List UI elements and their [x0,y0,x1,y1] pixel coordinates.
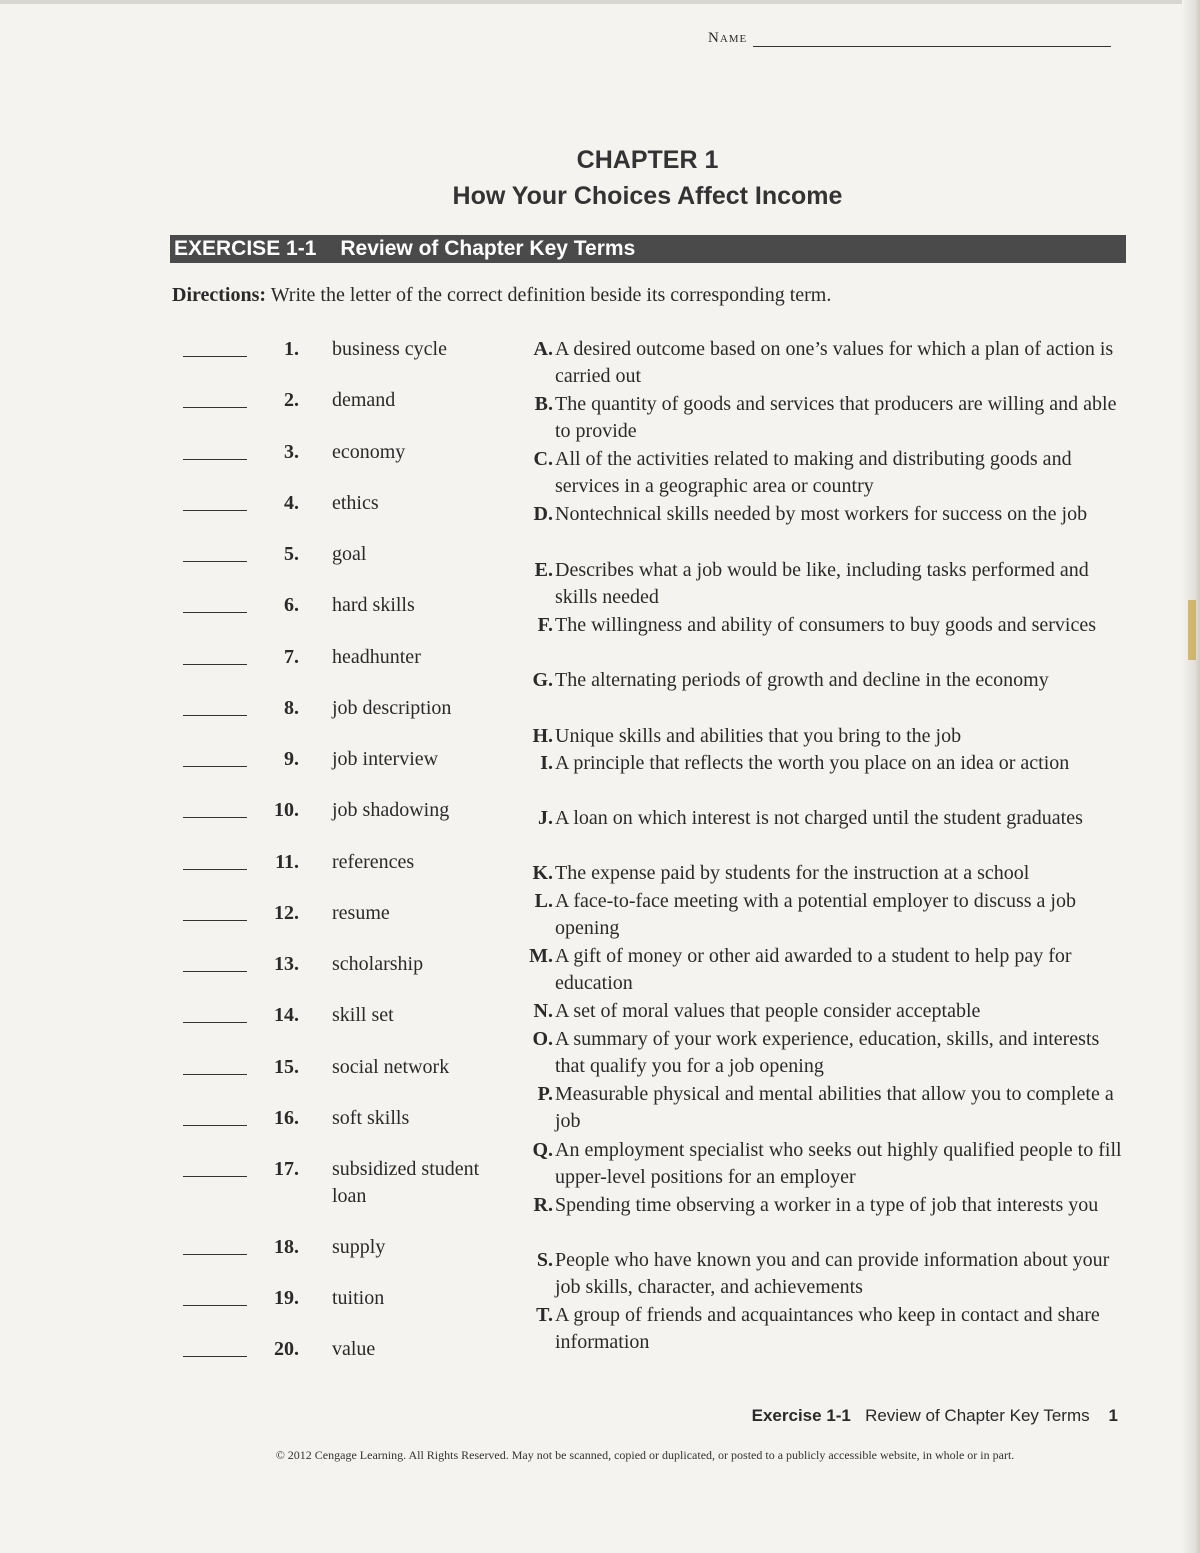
name-line[interactable] [753,26,1111,47]
term-word: demand [332,389,396,411]
definition-text: Measurable physical and mental abilities that allow you to complete a job [555,1083,1114,1132]
definition-letter: O. [532,1028,553,1050]
definition-row [513,612,1130,639]
definition-text: The willingness and ability of consumers to buy goods and services [555,614,1097,636]
term-row [183,951,512,978]
definition-row [513,336,1130,390]
footer-page-number: 1 [1108,1406,1118,1425]
answer-blank[interactable] [183,592,247,613]
definition-letter: D. [533,503,553,525]
answer-blank[interactable] [183,644,247,665]
definition-text: People who have known you and can provide information about your job skills, character, and achievements [555,1249,1110,1298]
definition-letter: K. [532,862,553,884]
definition-row [513,1081,1130,1135]
definition-text: A group of friends and acquaintances who keep in contact and share information [555,1304,1100,1353]
page-top-edge [0,0,1200,4]
definition-row [513,1192,1130,1219]
term-number: 20. [274,1338,299,1360]
footer-exercise-label: Exercise 1-1 [751,1406,851,1425]
chapter-subtitle: How Your Choices Affect Income [452,182,843,210]
definition-letter: P. [537,1083,553,1105]
term-word: resume [332,902,390,924]
answer-blank[interactable] [183,797,247,818]
answer-blank[interactable] [183,695,247,716]
definition-letter: H. [532,725,553,747]
term-row [183,1054,512,1081]
directions [172,284,831,307]
directions-label: Directions: [172,284,267,306]
term-number: 11. [275,851,299,873]
definition-letter: J. [538,807,553,829]
definition-row [513,667,1130,694]
term-row [183,1234,512,1261]
term-word: value [332,1338,376,1360]
term-word: business cycle [332,338,447,360]
definition-letter: S. [536,1249,553,1271]
answer-blank[interactable] [183,1285,247,1306]
term-row [183,746,512,773]
term-number: 10. [274,799,299,821]
definition-row [513,860,1130,887]
term-word: references [332,851,415,873]
answer-blank[interactable] [183,1002,247,1023]
definition-text: A set of moral values that people consider acceptable [555,1000,981,1022]
definition-letter: F. [537,614,553,636]
definition-row [513,943,1130,997]
term-row [183,1156,512,1210]
definition-letter: R. [533,1194,553,1216]
term-number: 9. [284,748,299,770]
answer-blank[interactable] [183,951,247,972]
answer-blank[interactable] [183,541,247,562]
term-word: job interview [332,748,439,770]
definition-text: A face-to-face meeting with a potential employer to discuss a job opening [555,890,1076,939]
term-row [183,592,512,619]
definition-row [513,998,1130,1025]
definition-row [513,888,1130,942]
definition-text: The expense paid by students for the instruction at a school [555,862,1030,884]
definition-row [513,391,1130,445]
definition-letter: L. [534,890,553,912]
term-number: 7. [284,646,299,668]
term-number: 18. [274,1236,299,1258]
definition-row [513,1302,1130,1356]
definition-row [513,557,1130,611]
chapter-title: CHAPTER 1 [576,146,719,174]
definition-row [513,805,1130,832]
term-row [183,541,512,568]
definition-row [513,501,1130,528]
term-row [183,490,512,517]
answer-blank[interactable] [183,439,247,460]
answer-blank[interactable] [183,900,247,921]
page-edge-mark [1188,600,1196,660]
term-word: supply [332,1236,386,1258]
answer-blank[interactable] [183,1105,247,1126]
name-label: Name [708,30,748,46]
term-word: job description [332,697,452,719]
term-row [183,1105,512,1132]
definition-letter: N. [533,1000,553,1022]
answer-blank[interactable] [183,336,247,357]
term-row [183,695,512,722]
exercise-title: Review of Chapter Key Terms [340,237,636,260]
definition-text: An employment specialist who seeks out highly qualified people to fill upper-level positions for an employer [555,1139,1122,1188]
term-row [183,1285,512,1312]
definition-row [513,1137,1130,1191]
footer-exercise-title: Review of Chapter Key Terms [865,1406,1090,1425]
term-word: job shadowing [332,799,450,821]
term-row [183,900,512,927]
definition-text: Nontechnical skills needed by most workers for success on the job [555,503,1088,525]
term-word: scholarship [332,953,424,975]
definition-text: All of the activities related to making and distributing goods and services in a geographic area or country [555,448,1072,497]
answer-blank[interactable] [183,849,247,870]
term-number: 5. [284,543,299,565]
definition-letter: Q. [532,1139,553,1161]
term-number: 15. [274,1056,299,1078]
copyright-notice: © 2012 Cengage Learning. All Rights Reserved. May not be scanned, copied or duplicated, or posted to a publicly accessible website, in whole or in part. [275,1448,1015,1462]
definition-letter: T. [536,1304,553,1326]
term-word: headhunter [332,646,421,668]
exercise-header-bar [170,235,1126,263]
definition-letter: C. [533,448,553,470]
definition-text: Spending time observing a worker in a type of job that interests you [555,1194,1099,1216]
definition-letter: I. [540,752,553,774]
answer-blank[interactable] [183,387,247,408]
definition-text: Describes what a job would be like, including tasks performed and skills needed [555,559,1089,608]
term-number: 3. [284,441,299,463]
page-right-edge [1182,0,1200,1553]
answer-blank[interactable] [183,1336,247,1357]
answer-blank[interactable] [183,1054,247,1075]
definition-text: A principle that reflects the worth you place on an idea or action [555,752,1070,774]
term-word: goal [332,543,367,565]
term-row [183,797,512,824]
term-word: tuition [332,1287,385,1309]
answer-blank[interactable] [183,1156,247,1177]
term-row [183,1002,512,1029]
term-word: subsidized student loan [332,1158,480,1207]
term-number: 16. [274,1107,299,1129]
exercise-number: EXERCISE 1-1 [174,237,317,260]
term-number: 13. [274,953,299,975]
term-number: 12. [274,902,299,924]
definition-letter: M. [529,945,553,967]
term-row [183,387,512,414]
name-field-row [708,26,1111,47]
term-number: 4. [284,492,299,514]
definition-text: A loan on which interest is not charged until the student graduates [555,807,1083,829]
definition-row [513,1026,1130,1080]
answer-blank[interactable] [183,1234,247,1255]
term-number: 8. [284,697,299,719]
definition-text: A gift of money or other aid awarded to a student to help pay for education [555,945,1072,994]
term-word: economy [332,441,406,463]
term-number: 17. [274,1158,299,1180]
definition-row [513,750,1130,777]
term-row [183,439,512,466]
definition-row [513,1247,1130,1301]
term-row [183,849,512,876]
answer-blank[interactable] [183,746,247,767]
term-number: 1. [284,338,299,360]
term-row [183,336,512,363]
definition-text: The quantity of goods and services that producers are willing and able to provide [555,393,1117,442]
definition-text: The alternating periods of growth and decline in the economy [555,669,1049,691]
definition-row [513,723,1130,750]
term-word: ethics [332,492,379,514]
definition-letter: A. [533,338,553,360]
term-number: 2. [284,389,299,411]
answer-blank[interactable] [183,490,247,511]
term-word: social network [332,1056,450,1078]
directions-text: Write the letter of the correct definition beside its corresponding term. [270,284,832,306]
term-word: soft skills [332,1107,410,1129]
term-row [183,1336,512,1363]
definition-letter: G. [532,669,553,691]
term-number: 14. [274,1004,299,1026]
term-number: 19. [274,1287,299,1309]
footer-exercise [752,1406,1118,1426]
definition-text: A summary of your work experience, education, skills, and interests that qualify you for a job opening [555,1028,1100,1077]
term-word: skill set [332,1004,394,1026]
term-number: 6. [284,594,299,616]
definition-letter: B. [534,393,553,415]
term-row [183,644,512,671]
definition-row [513,446,1130,500]
definition-text: A desired outcome based on one’s values for which a plan of action is carried out [555,338,1114,387]
definition-letter: E. [534,559,553,581]
definition-text: Unique skills and abilities that you bring to the job [555,725,962,747]
term-word: hard skills [332,594,415,616]
